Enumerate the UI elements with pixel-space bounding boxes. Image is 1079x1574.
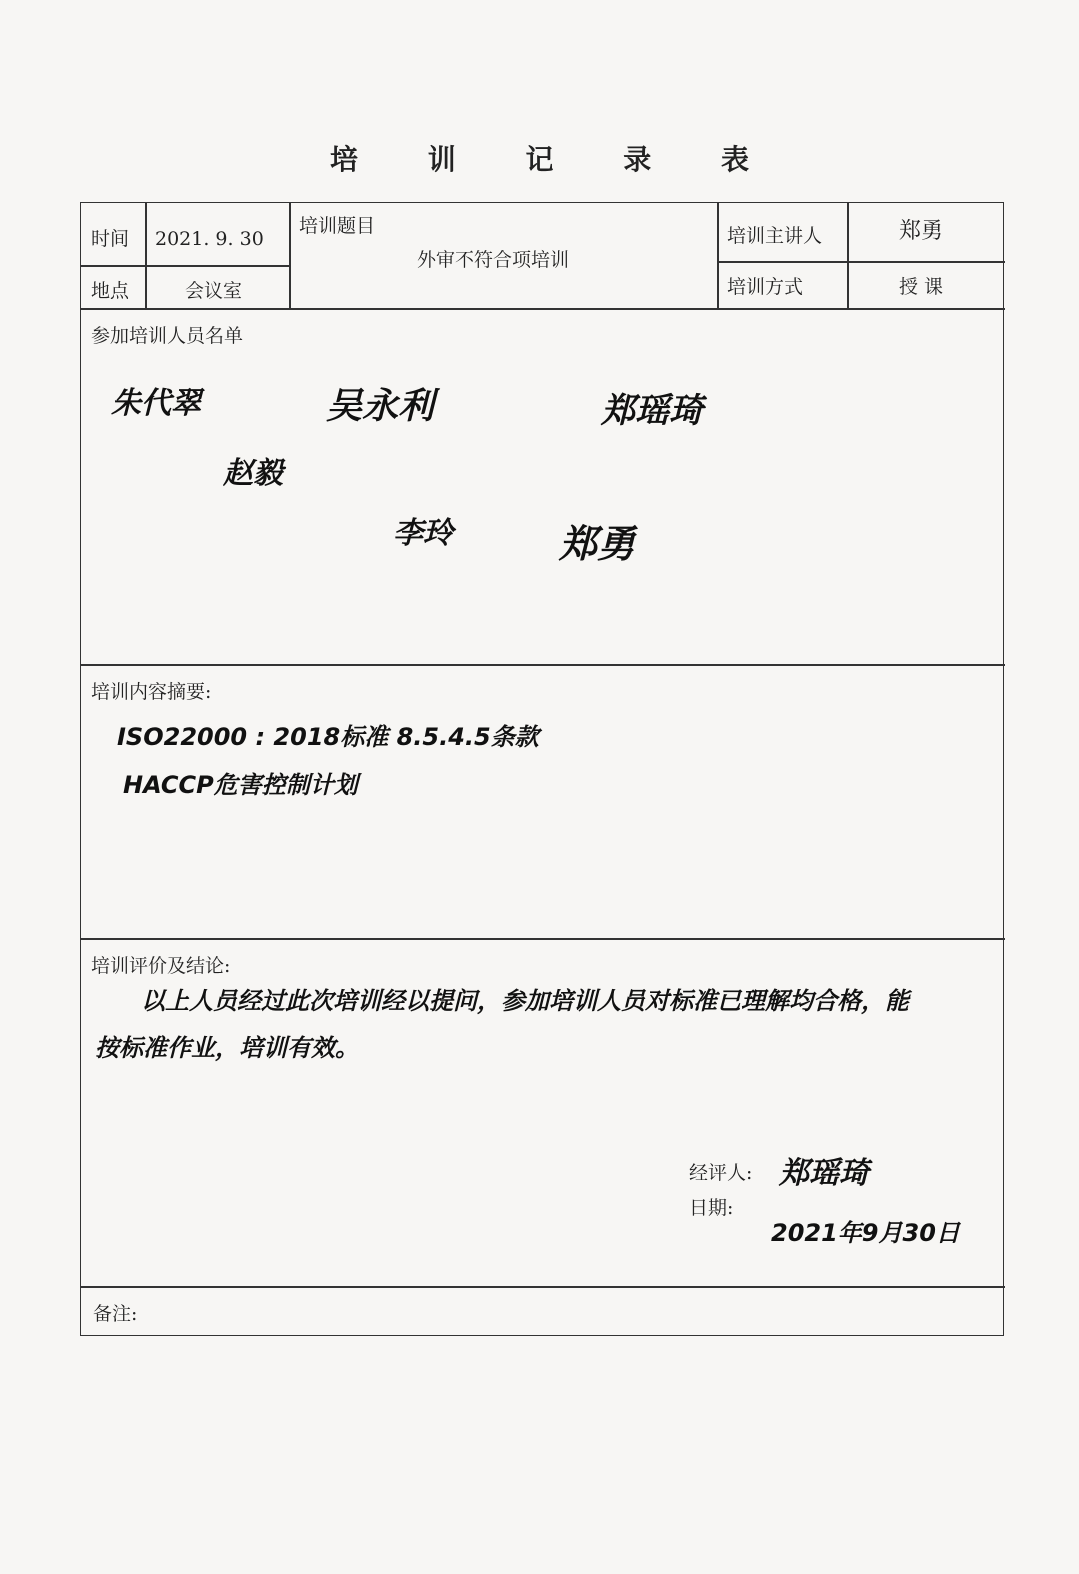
date-label: 日期: bbox=[689, 1197, 734, 1219]
attendee-signature: 吴永利 bbox=[326, 386, 435, 427]
evaluation-text-line1: 以上人员经过此次培训经以提问，参加培训人员对标准已理解均合格，能 bbox=[141, 987, 909, 1015]
attendee-signature: 李玲 bbox=[393, 516, 453, 551]
summary-label: 培训内容摘要: bbox=[91, 681, 212, 703]
time-label: 时间 bbox=[91, 228, 130, 250]
evaluation-date: 2021年9月30日 bbox=[771, 1219, 960, 1247]
method-value: 授 课 bbox=[899, 276, 944, 298]
lecturer-label: 培训主讲人 bbox=[727, 225, 823, 247]
attendee-signature: 郑瑶琦 bbox=[601, 391, 703, 431]
attendee-signature: 郑勇 bbox=[559, 522, 636, 566]
attendee-signature: 朱代翠 bbox=[111, 386, 201, 421]
summary-line: HACCP危害控制计划 bbox=[123, 771, 358, 799]
place-value: 会议室 bbox=[185, 280, 243, 302]
place-label: 地点 bbox=[91, 280, 130, 302]
training-record-form bbox=[80, 202, 1004, 1336]
evaluation-label: 培训评价及结论: bbox=[91, 955, 231, 977]
attendee-signature: 赵毅 bbox=[223, 456, 283, 491]
remarks-label: 备注: bbox=[93, 1303, 138, 1325]
evaluation-text-line2: 按标准作业，培训有效。 bbox=[95, 1034, 359, 1062]
document-title: 培 训 记 录 表 bbox=[330, 143, 779, 176]
evaluator-signature: 郑瑶琦 bbox=[779, 1156, 869, 1191]
summary-line: ISO22000 : 2018标准 8.5.4.5条款 bbox=[117, 723, 539, 751]
method-label: 培训方式 bbox=[727, 276, 804, 298]
topic-value: 外审不符合项培训 bbox=[417, 249, 570, 271]
lecturer-value: 郑勇 bbox=[899, 219, 944, 244]
evaluator-label: 经评人: bbox=[689, 1162, 753, 1184]
attendees-label: 参加培训人员名单 bbox=[91, 325, 244, 347]
time-value: 2021. 9. 30 bbox=[155, 228, 264, 250]
topic-label: 培训题目 bbox=[299, 215, 376, 237]
